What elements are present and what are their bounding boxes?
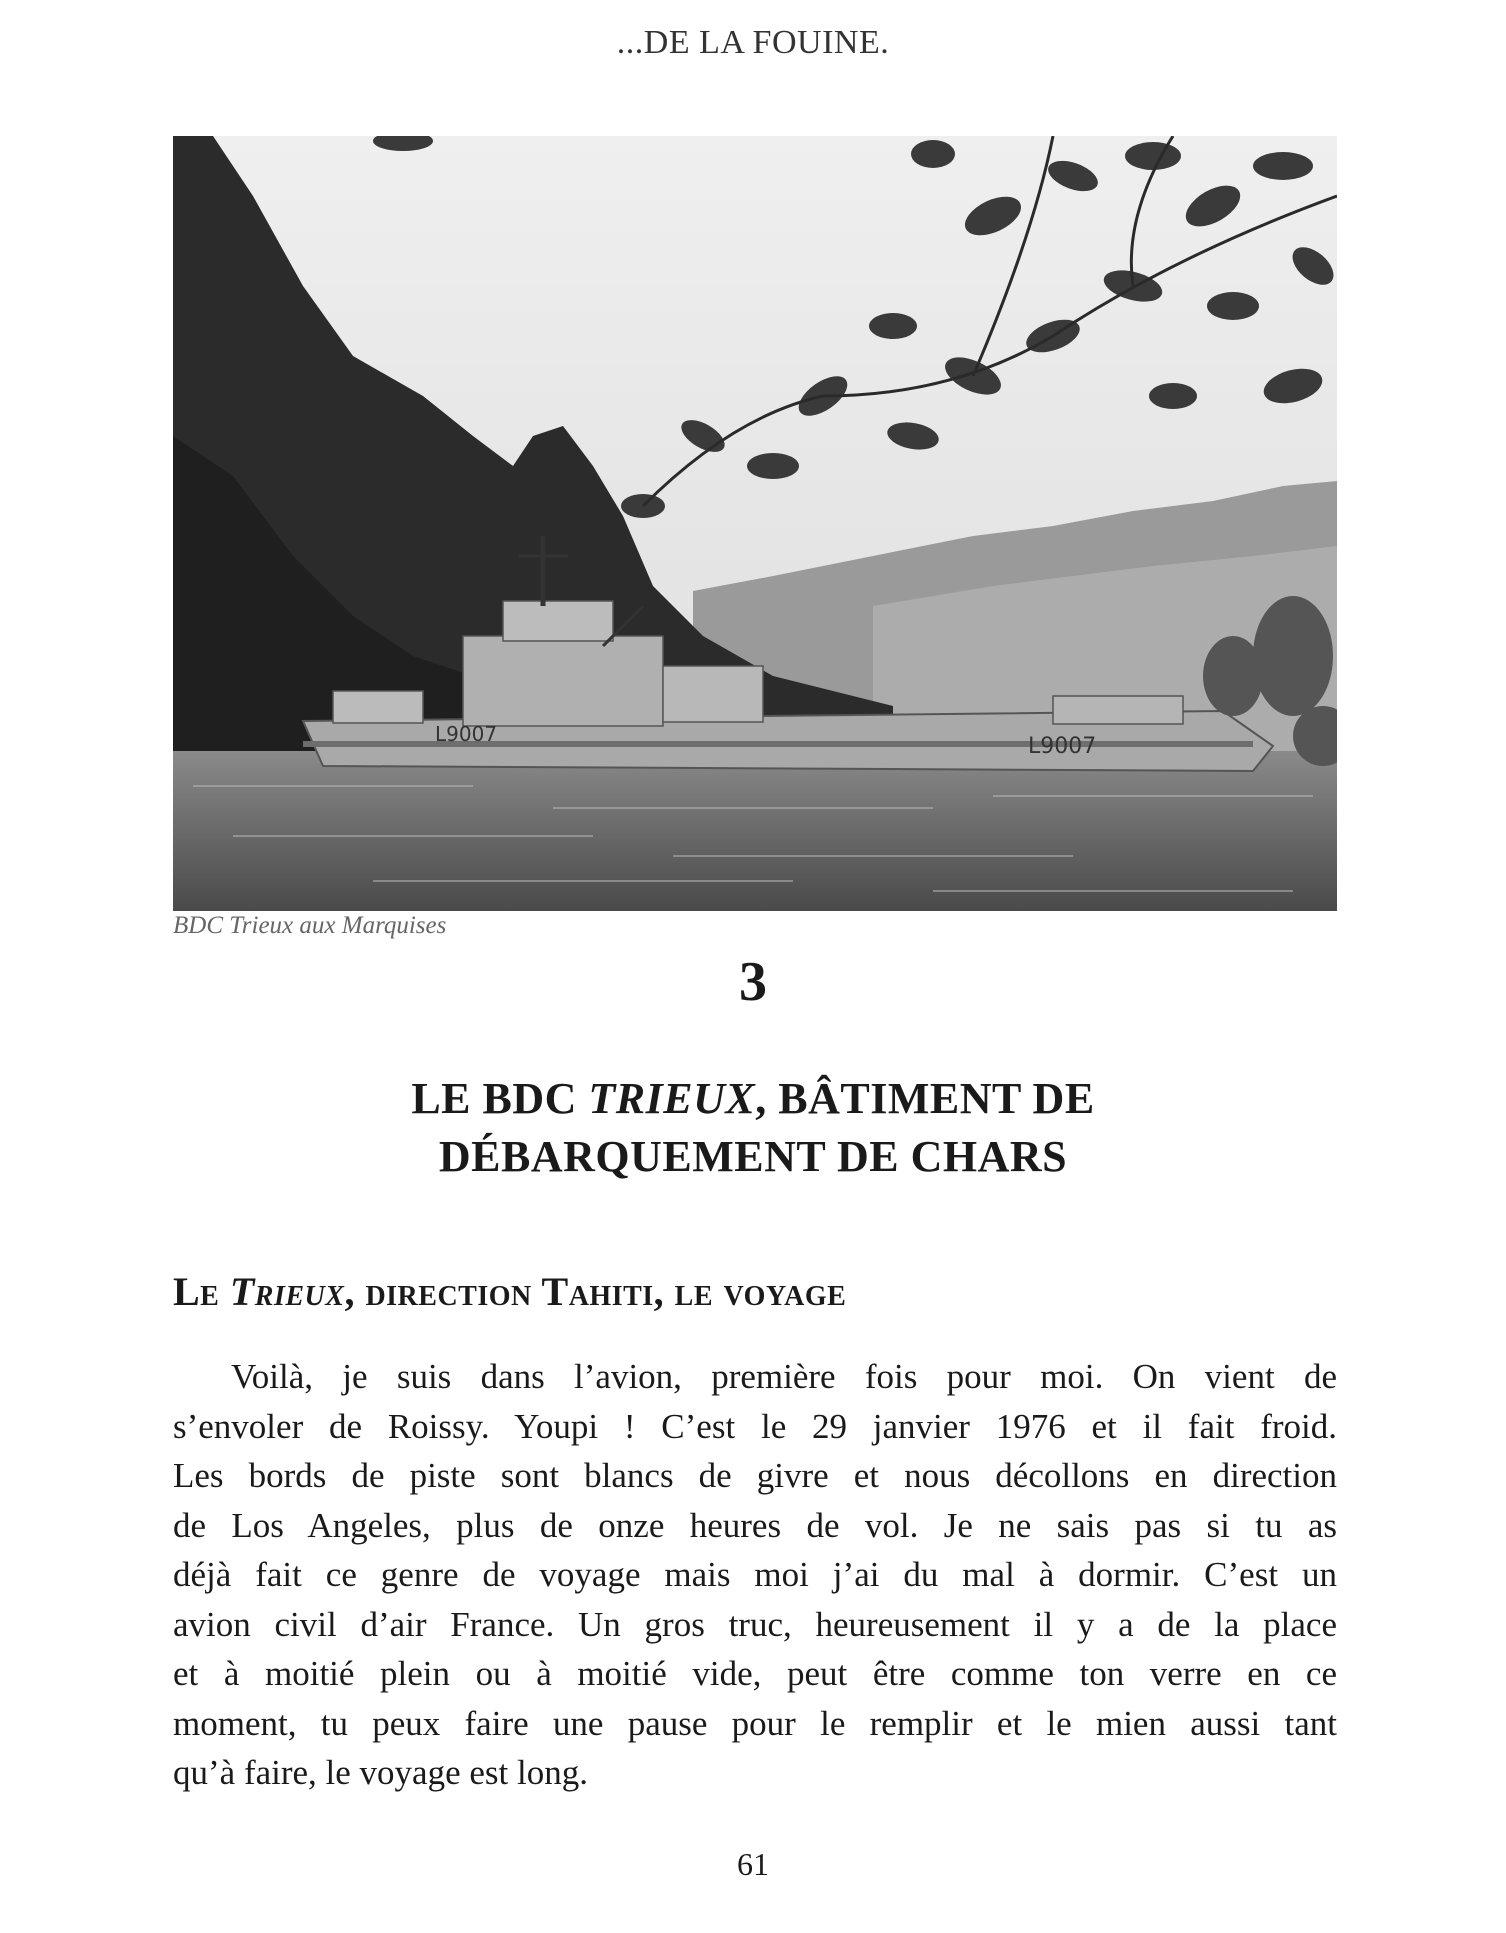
paragraph-line: déjà fait ce genre de voyage mais moi j’ai du mal à dormir. C’est un	[173, 1555, 1337, 1594]
chapter-title	[0, 1070, 1506, 1186]
body-paragraph	[173, 1352, 1337, 1798]
chapter-title-line-2: DÉBARQUEMENT DE CHARS	[438, 1132, 1068, 1181]
hull-number-bow: L9007	[1028, 734, 1097, 759]
section-heading	[173, 1268, 846, 1315]
photo-caption: BDC Trieux aux Marquises	[173, 912, 447, 939]
chapter-title-ship-name: TRIEUX	[588, 1074, 756, 1123]
hull-number-aft: L9007	[435, 722, 498, 746]
paragraph-line: moment, tu peux faire une pause pour le remplir et le mien aussi tant	[173, 1703, 1337, 1743]
chapter-title-pre: LE BDC	[411, 1074, 589, 1123]
running-header: ...DE LA FOUINE.	[616, 24, 890, 61]
section-heading-ship-name: Trieux	[229, 1269, 345, 1314]
ship-photo-illustration	[173, 136, 1337, 911]
paragraph-line: de Los Angeles, plus de onze heures de vol. Je ne sais pas si tu as	[173, 1505, 1337, 1545]
section-heading-pre: Le	[173, 1269, 230, 1314]
chapter-title-line-1	[0, 1070, 1506, 1128]
paragraph-line: s’envoler de Roissy. Youpi ! C’est le 29 janvier 1976 et il fait froid.	[173, 1406, 1337, 1446]
page-number: 61	[737, 1846, 769, 1882]
chapter-title-post: , BÂTIMENT DE	[755, 1074, 1095, 1123]
ship-photo	[173, 136, 1337, 911]
paragraph-line: et à moitié plein ou à moitié vide, peut être comme ton verre en ce	[173, 1654, 1337, 1693]
paragraph-line: avion civil d’air France. Un gros truc, heureusement il y a de la place	[173, 1604, 1337, 1644]
paragraph-line: Les bords de piste sont blancs de givre et nous décollons en direction	[173, 1456, 1337, 1495]
paragraph-line: Voilà, je suis dans l’avion, première fois pour moi. On vient de	[231, 1357, 1337, 1396]
chapter-number: 3	[739, 951, 767, 1013]
section-heading-post: , direction Tahiti, le voyage	[344, 1269, 847, 1314]
paragraph-line: qu’à faire, le voyage est long.	[173, 1753, 588, 1792]
